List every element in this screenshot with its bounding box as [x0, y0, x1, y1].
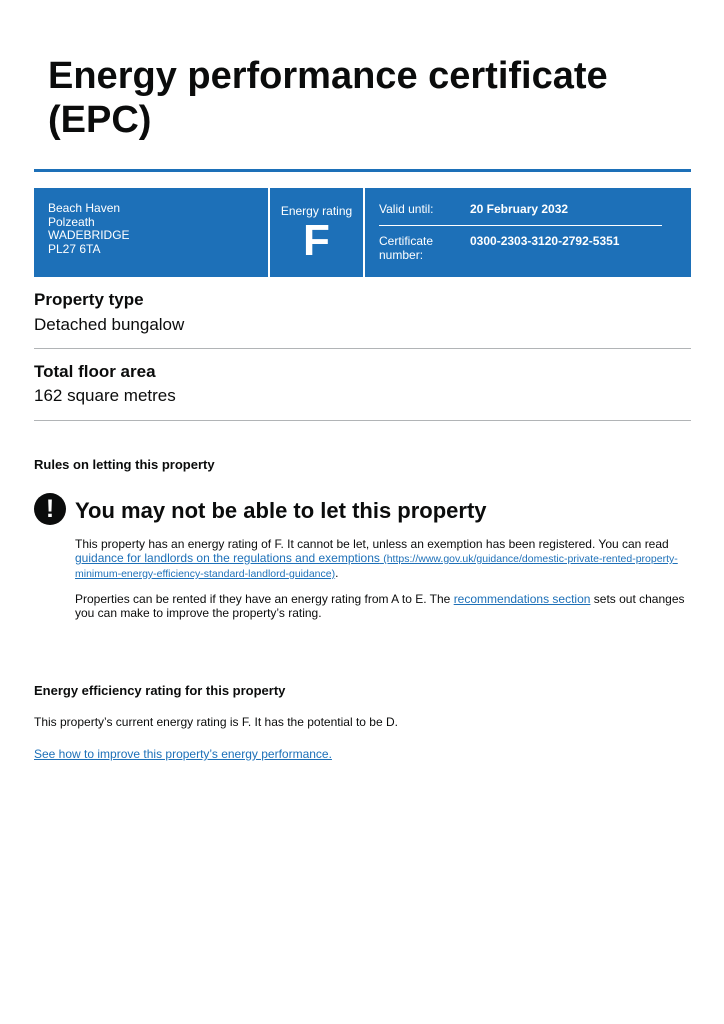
address-line-3: WADEBRIDGE	[48, 228, 130, 242]
energy-rating-letter: F	[303, 216, 330, 265]
property-type-heading: Property type	[34, 290, 144, 309]
energy-rating-label: Energy rating	[280, 204, 353, 218]
efficiency-rating-text: This property’s current energy rating is F. It has the potential to be D.	[34, 715, 398, 729]
warning-heading: You may not be able to let this property	[75, 498, 487, 523]
letting-rules-heading: Rules on letting this property	[34, 457, 215, 472]
property-address	[34, 188, 268, 277]
epc-summary-banner	[34, 188, 691, 277]
page-title: Energy performance certificate (EPC)	[48, 55, 608, 141]
efficiency-rating-heading: Energy efficiency rating for this property	[34, 683, 286, 698]
certificate-number-value: 0300-2303-3120-2792-5351	[470, 234, 620, 248]
section-divider	[34, 348, 691, 349]
floor-area-heading: Total floor area	[34, 362, 156, 381]
rental-conditions-text	[75, 592, 685, 620]
landlord-guidance-link-label: guidance for landlords on the regulations and exemptions	[75, 551, 380, 565]
energy-rating-box	[270, 188, 363, 277]
certificate-number-label: Certificate number:	[379, 234, 434, 262]
letting-warning-sentence: This property has an energy rating of F. It cannot be let, unless an exemption has been registered. You can read	[75, 537, 669, 551]
valid-until-label: Valid until:	[379, 202, 434, 216]
rental-conditions-end: sets out changes you can make to improve the property’s rating.	[75, 592, 685, 620]
letting-warning-text	[75, 537, 685, 581]
improve-performance-link[interactable]: See how to improve this property’s energy performance.	[34, 747, 332, 761]
property-type-value: Detached bungalow	[34, 315, 185, 334]
floor-area-value: 162 square metres	[34, 386, 176, 405]
address-postcode: PL27 6TA	[48, 241, 101, 256]
recommendations-section-link[interactable]: recommendations section	[453, 592, 591, 606]
title-divider	[34, 169, 691, 172]
section-divider	[34, 420, 691, 421]
address-line-1: Beach Haven	[48, 201, 121, 215]
landlord-guidance-link[interactable]	[75, 551, 678, 580]
letting-warning-end: .	[335, 566, 339, 580]
valid-until-value: 20 February 2032	[470, 202, 569, 216]
details-divider	[379, 225, 662, 226]
rental-conditions-sentence: Properties can be rented if they have an energy rating from A to E. The	[75, 592, 451, 606]
exclamation-icon: !	[34, 493, 66, 525]
landlord-guidance-url: (https://www.gov.uk/guidance/domestic-private-rented-property-minimum-energy-efficiency-standard-landlord-guidance)	[75, 553, 678, 580]
certificate-details	[365, 188, 691, 277]
address-line-2: Polzeath	[48, 214, 95, 229]
